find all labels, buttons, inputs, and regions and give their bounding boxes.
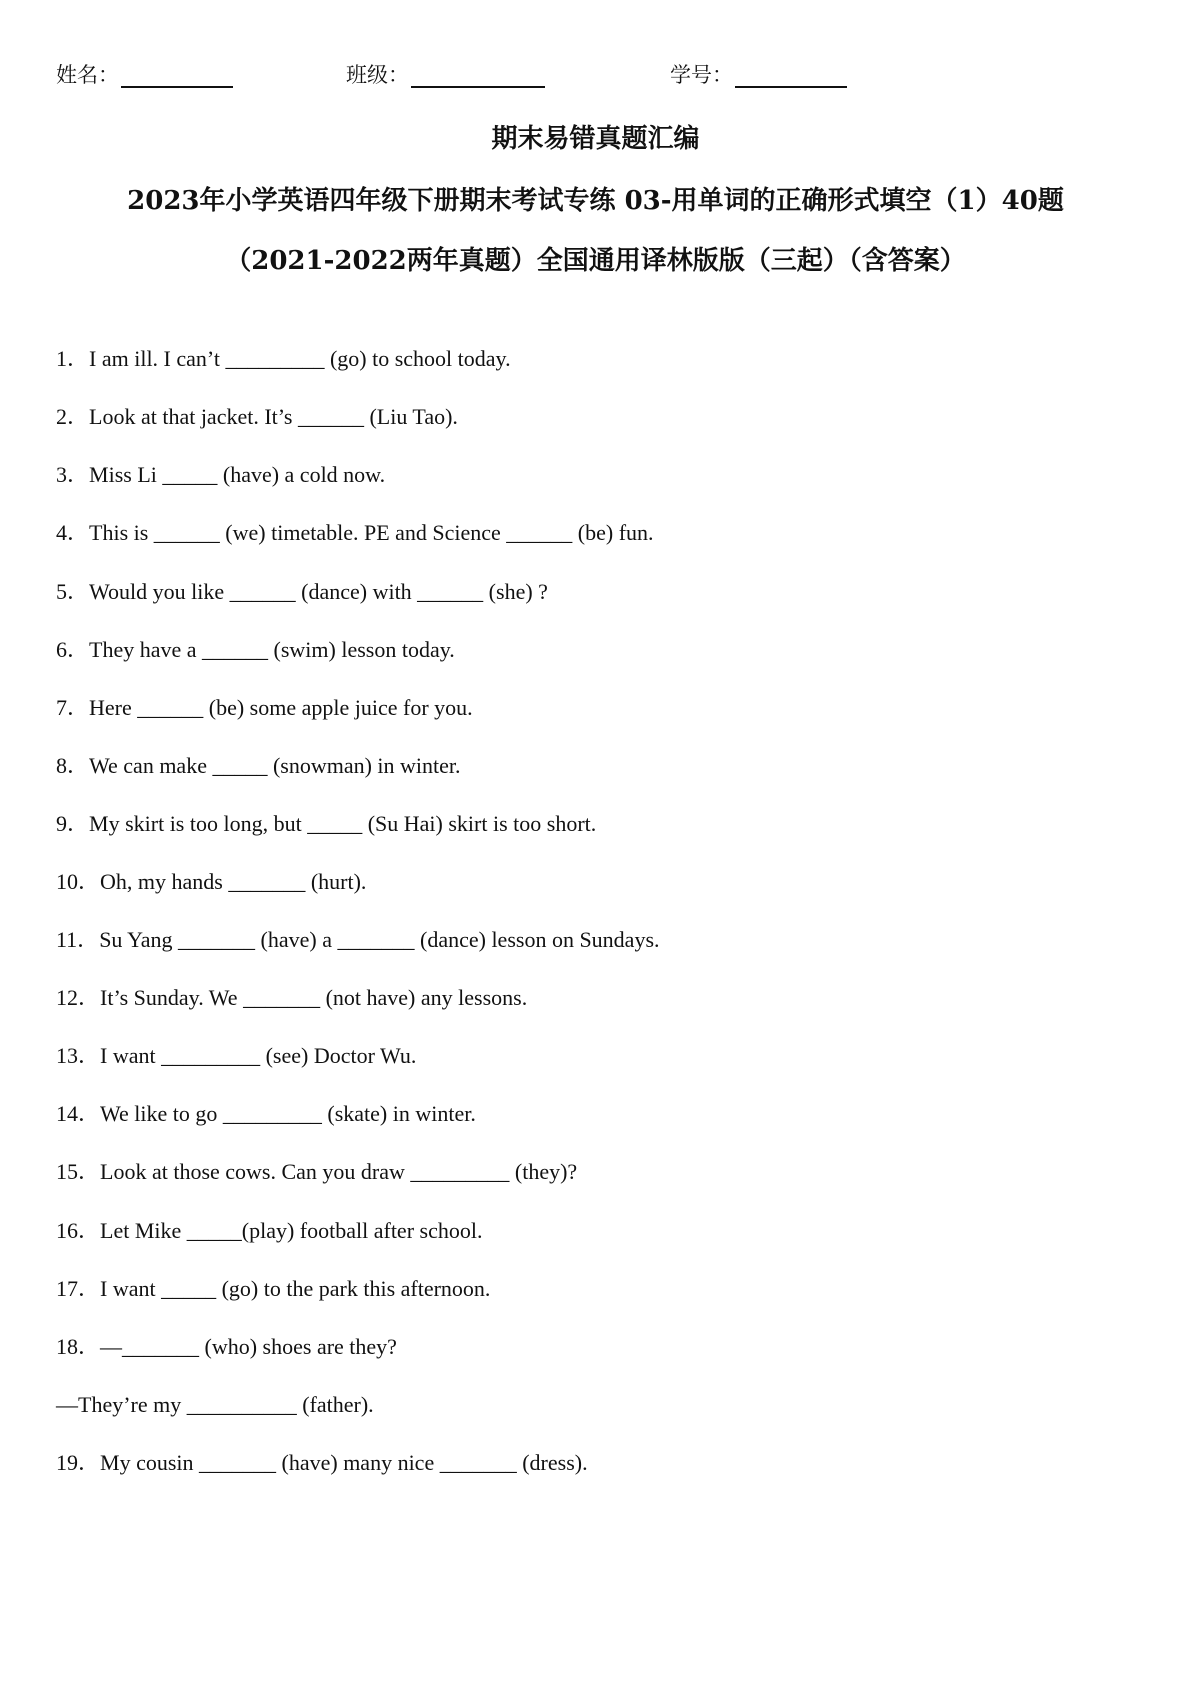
question-item <box>56 1275 490 1303</box>
collection-title: 期末易错真题汇编 <box>491 124 700 154</box>
question-number: 19． <box>56 1450 101 1475</box>
worksheet-title: 2023年小学英语四年级下册期末考试专练 03-用单词的正确形式填空（1）40题 <box>127 186 1064 216</box>
question-number: 4． <box>56 520 90 545</box>
student-id-label: 学号： <box>670 63 733 87</box>
student-id-field <box>670 62 847 88</box>
worksheet-subtitle: （2021-2022两年真题）全国通用译林版版（三起）（含答案） <box>225 246 966 276</box>
question-text: This is ______ (we) timetable. PE and Science ______ (be) fun. <box>89 520 654 545</box>
question-number: 9． <box>56 811 90 836</box>
question-item <box>56 461 385 489</box>
class-blank[interactable] <box>411 66 545 88</box>
question-item <box>56 345 511 373</box>
question-number: 12． <box>56 985 101 1010</box>
question-number: 7． <box>56 695 90 720</box>
question-number: 3． <box>56 462 90 487</box>
question-item <box>56 1333 397 1361</box>
question-number: 14． <box>56 1101 101 1126</box>
question-number: 1． <box>56 346 90 371</box>
question-item <box>56 519 654 547</box>
question-text: My cousin _______ (have) many nice _______ (dress). <box>100 1450 588 1475</box>
question-number: 13． <box>56 1043 101 1068</box>
question-text: Look at that jacket. It’s ______ (Liu Tao). <box>89 404 458 429</box>
question-item <box>56 1217 482 1245</box>
student-info-row <box>56 62 1136 96</box>
question-text: It’s Sunday. We _______ (not have) any lessons. <box>100 985 528 1010</box>
question-text: I am ill. I can’t _________ (go) to school today. <box>89 346 511 371</box>
question-item <box>56 868 366 896</box>
class-field <box>346 62 545 88</box>
question-number: 17． <box>56 1276 101 1301</box>
question-item <box>56 926 660 954</box>
question-item <box>56 752 461 780</box>
question-text: Let Mike _____(play) football after school. <box>100 1218 483 1243</box>
question-number: 10． <box>56 869 101 894</box>
question-text: I want _________ (see) Doctor Wu. <box>100 1043 417 1068</box>
question-text: Oh, my hands _______ (hurt). <box>100 869 367 894</box>
question-text: Look at those cows. Can you draw _________ (they)? <box>100 1159 578 1184</box>
question-text: They have a ______ (swim) lesson today. <box>89 637 455 662</box>
question-item <box>56 1042 416 1070</box>
question-text: —_______ (who) shoes are they? <box>100 1334 397 1359</box>
question-item <box>56 578 548 606</box>
question-item <box>56 1449 588 1477</box>
question-number: 16． <box>56 1218 101 1243</box>
question-number: 18． <box>56 1334 101 1359</box>
question-item <box>56 694 473 722</box>
question-item <box>56 810 596 838</box>
question-text: We like to go _________ (skate) in winter. <box>100 1101 476 1126</box>
question-item <box>56 1100 476 1128</box>
name-field <box>56 62 233 88</box>
question-number: 2． <box>56 404 90 429</box>
question-text: Su Yang _______ (have) a _______ (dance) lesson on Sundays. <box>99 927 660 952</box>
question-number: 11． <box>56 927 100 952</box>
question-text: Here ______ (be) some apple juice for you. <box>89 695 473 720</box>
student-id-blank[interactable] <box>735 66 847 88</box>
question-text: My skirt is too long, but _____ (Su Hai) skirt is too short. <box>89 811 597 836</box>
question-number: 5． <box>56 579 90 604</box>
question-item <box>56 636 455 664</box>
question-text: I want _____ (go) to the park this afternoon. <box>100 1276 491 1301</box>
question-text: Miss Li _____ (have) a cold now. <box>89 462 386 487</box>
question-number: 8． <box>56 753 90 778</box>
question-item <box>56 984 527 1012</box>
question-number: 15． <box>56 1159 101 1184</box>
name-blank[interactable] <box>121 66 233 88</box>
name-label: 姓名： <box>56 63 119 87</box>
class-label: 班级： <box>346 63 409 87</box>
question-number: 6． <box>56 637 90 662</box>
question-text: We can make _____ (snowman) in winter. <box>89 753 461 778</box>
question-text: —They’re my __________ (father). <box>56 1392 374 1417</box>
question-item <box>56 1158 577 1186</box>
question-item-continuation <box>56 1391 374 1419</box>
question-item <box>56 403 458 431</box>
question-text: Would you like ______ (dance) with ______ (she) ? <box>89 579 548 604</box>
